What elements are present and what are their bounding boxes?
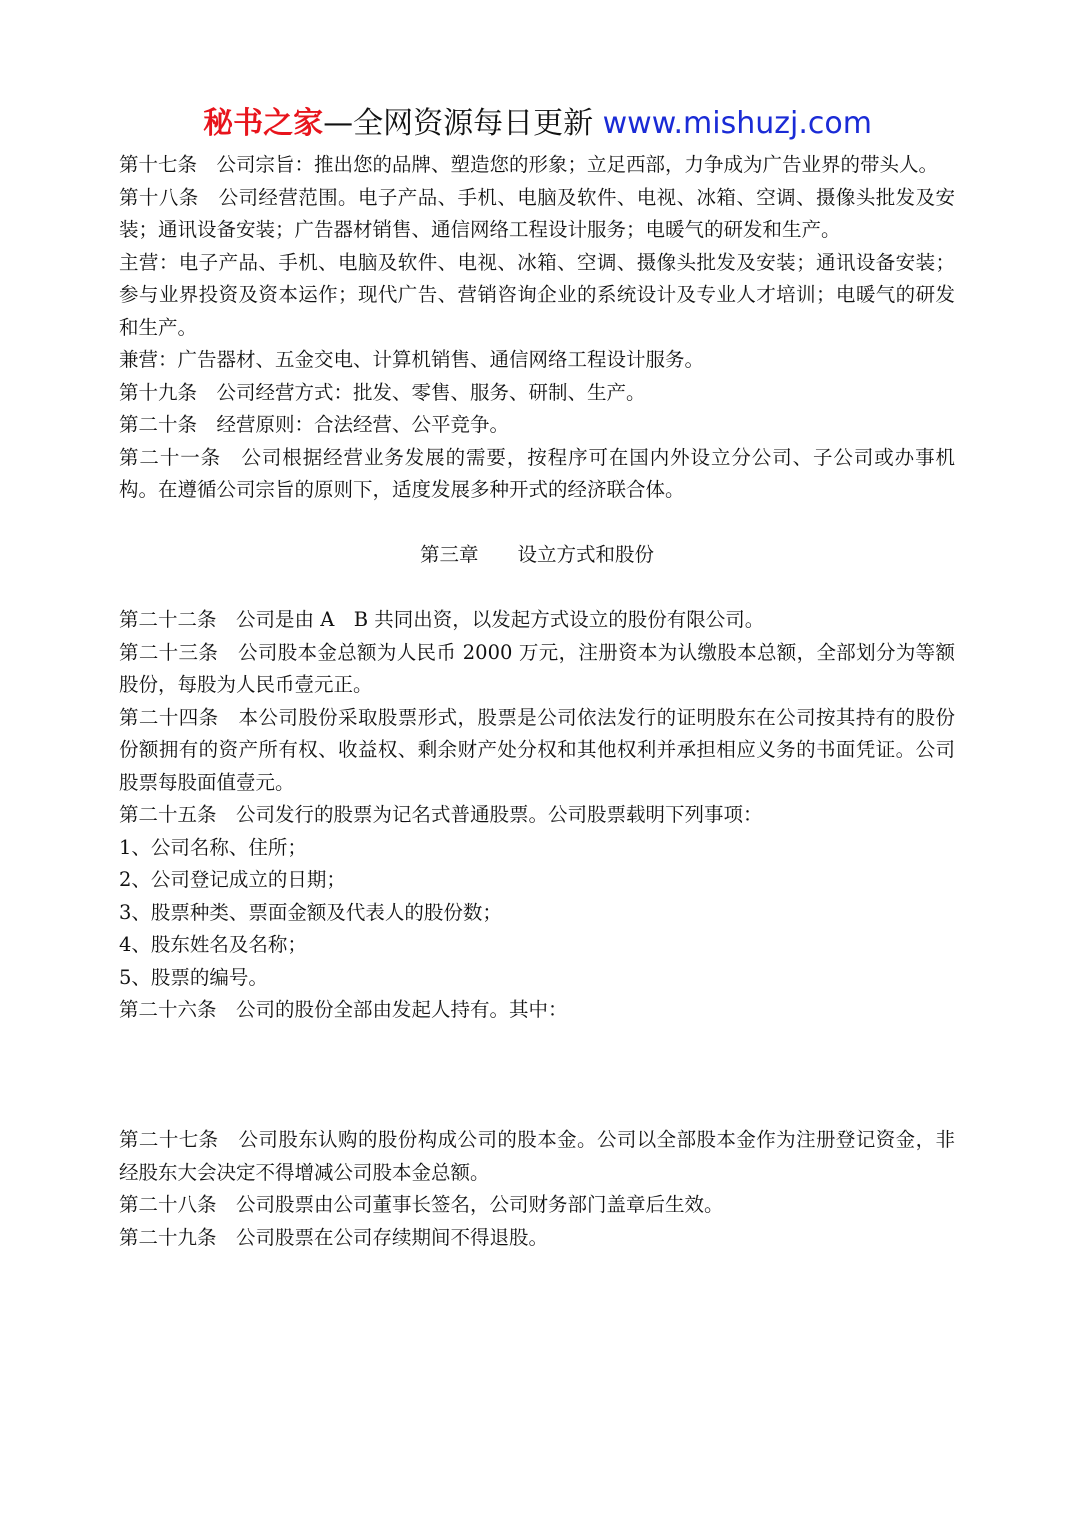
chapter-title: 第三章 设立方式和股份 [419, 543, 654, 566]
article-17: 第十七条 公司宗旨：推出您的品牌、塑造您的形象；立足西部，力争成为广告业界的带头人。 [119, 153, 939, 176]
article-24: 第二十四条 本公司股份采取股票形式，股票是公司依法发行的证明股东在公司按其持有的股份份额拥有的资产所有权、收益权、剩余财产处分权和其他权利并承担相应义务的书面凭证。公司股票每股面值壹元。 [119, 705, 955, 794]
list-item: 5、股票的编号。 [119, 965, 268, 989]
article-26: 第二十六条 公司的股份全部由发起人持有。其中： [119, 998, 568, 1021]
article-18: 第十八条 公司经营范围。电子产品、手机、电脑及软件、电视、冰箱、空调、摄像头批发及安装；通讯设备安装；广告器材销售、通信网络工程设计服务；电暖气的研发和生产。 [119, 185, 955, 241]
article-19: 第十九条 公司经营方式：批发、零售、服务、研制、生产。 [119, 380, 646, 404]
article-27: 第二十七条 公司股东认购的股份构成公司的股本金。公司以全部股本金作为注册登记资金，非经股东大会决定不得增减公司股本金总额。 [119, 1128, 955, 1184]
list-item: 2、公司登记成立的日期； [119, 868, 346, 891]
main-business: 主营：电子产品、手机、电脑及软件、电视、冰箱、空调、摄像头批发及安装；通讯设备安装；参与业界投资及资本运作；现代广告、营销咨询企业的系统设计及专业人才培训；电暖气的研发和生产。 [119, 250, 955, 339]
list-item: 4、股东姓名及名称； [119, 933, 307, 956]
article-28: 第二十八条 公司股票由公司董事长签名，公司财务部门盖章后生效。 [119, 1193, 724, 1216]
document-body [119, 149, 955, 1254]
article-23: 第二十三条 公司股本金总额为人民币 2000 万元，注册资本为认缴股本总额，全部划分为等额股份，每股为人民币壹元正。 [119, 640, 955, 696]
site-header [0, 104, 1075, 144]
site-tagline: —全网资源每日更新 [323, 106, 603, 141]
list-item: 3、股票种类、票面金额及代表人的股份数； [119, 900, 502, 924]
article-21: 第二十一条 公司根据经营业务发展的需要，按程序可在国内外设立分公司、子公司或办事机构。在遵循公司宗旨的原则下，适度发展多种开式的经济联合体。 [119, 445, 955, 501]
blank-space [119, 1027, 955, 1125]
site-url-link[interactable]: www.mishuzj.com [602, 106, 872, 141]
side-business: 兼营：广告器材、五金交电、计算机销售、通信网络工程设计服务。 [119, 348, 705, 371]
article-22: 第二十二条 公司是由 A B 共同出资，以发起方式设立的股份有限公司。 [119, 608, 765, 631]
article-20: 第二十条 经营原则：合法经营、公平竞争。 [119, 413, 510, 436]
site-brand: 秘书之家 [203, 106, 324, 141]
list-item: 1、公司名称、住所； [119, 835, 307, 859]
article-29: 第二十九条 公司股票在公司存续期间不得退股。 [119, 1225, 549, 1249]
article-25: 第二十五条 公司发行的股票为记名式普通股票。公司股票载明下列事项： [119, 803, 763, 826]
